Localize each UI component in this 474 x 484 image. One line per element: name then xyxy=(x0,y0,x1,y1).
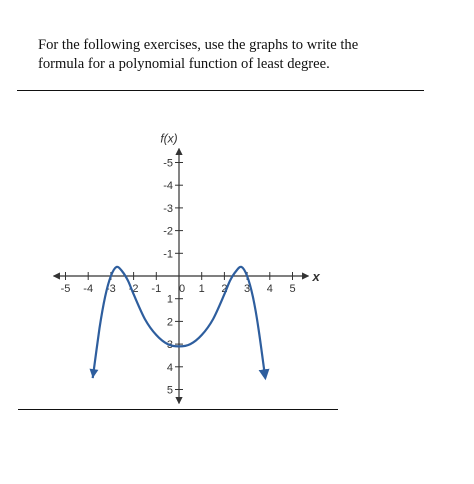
x-tick-label: -5 xyxy=(60,283,71,295)
y-tick-label: 5 xyxy=(166,384,173,397)
y-tick-label: 3 xyxy=(166,339,173,352)
y-tick-label: -5 xyxy=(163,157,173,170)
x-tick-label: 0 xyxy=(178,283,186,295)
y-tick-label: 1 xyxy=(166,293,173,306)
x-tick-label: 1 xyxy=(198,283,205,295)
x-tick-label: 5 xyxy=(289,283,296,295)
y-tick-label: 2 xyxy=(166,316,173,329)
prompt-line-1: For the following exercises, use the graphs to write the xyxy=(38,37,359,53)
x-tick-label: -1 xyxy=(151,283,162,295)
prompt-line-2: formula for a polynomial function of least degree. xyxy=(38,56,330,72)
x-tick-label: -2 xyxy=(128,283,139,295)
y-tick-label: 4 xyxy=(166,361,173,374)
bottom-divider xyxy=(18,409,338,410)
y-axis-label: f(x) xyxy=(160,131,178,146)
y-tick-label: -3 xyxy=(163,202,173,215)
y-tick-label: -2 xyxy=(163,225,173,238)
y-tick-label: -4 xyxy=(163,180,173,193)
x-tick-label: 4 xyxy=(266,283,273,295)
y-tick-label: -1 xyxy=(163,248,173,261)
x-tick-label: -4 xyxy=(83,283,94,295)
x-tick-label: 3 xyxy=(244,283,251,295)
x-tick-label: -3 xyxy=(106,283,116,295)
x-tick-label: 2 xyxy=(221,283,228,295)
x-axis-label: x xyxy=(312,269,320,284)
